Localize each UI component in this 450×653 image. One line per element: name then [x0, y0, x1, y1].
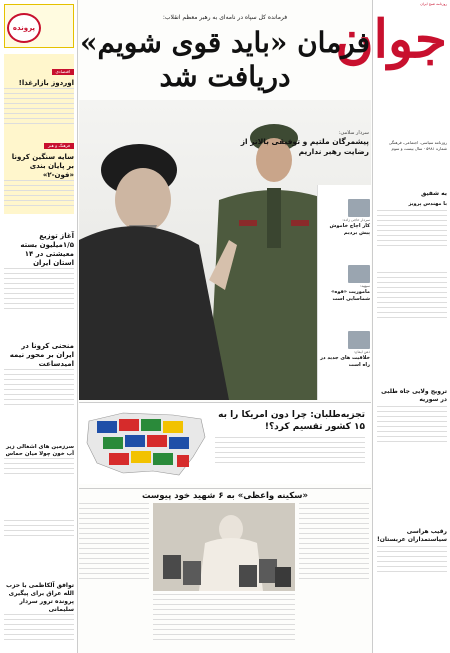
- masthead-name: جوان: [335, 9, 447, 70]
- right-story-text: [377, 406, 447, 442]
- left-story-4[interactable]: [4, 340, 74, 409]
- masthead-top-line: روزنامه صبح ایران: [420, 2, 447, 6]
- main-headline[interactable]: فرمان «باید قوی شویم» دریافت شد: [79, 26, 371, 93]
- analysis-title: تجزیه‌طلبان: چرا دون امریکا را به ۱۵ کشور تقسیم کرد؟!: [218, 410, 365, 432]
- side-quote-text[interactable]: پیشمرگان ملتیم و توفیقی بالاتر از رضایت رهبر نداریم: [240, 137, 369, 156]
- related-panel: [317, 185, 371, 400]
- left-story-title: سایه سنگین کرونا بر پایان بندی «فون-۲»: [11, 153, 74, 179]
- left-story-title: سرزمین های اشغالی زیر آب خون چولا میان حماس: [5, 444, 74, 457]
- left-story-5[interactable]: [4, 442, 74, 478]
- left-column: [0, 0, 78, 653]
- related-item-title: خلاقیت های جدید در راه است: [320, 355, 370, 368]
- right-story-title: رقیب هراسی سیاستمداران عربستان!: [377, 528, 447, 543]
- parvandeh-box[interactable]: [4, 4, 74, 48]
- left-story-text: [4, 614, 74, 640]
- analysis-story[interactable]: [79, 402, 371, 484]
- masthead-info-line: روزنامه سیاسی، اجتماعی، فرهنگی: [388, 140, 447, 145]
- side-quote-label: سردار سلامی:: [338, 130, 369, 136]
- headline-kicker: فرمانده کل سپاه در نامه‌ای به رهبر معظم انقلاب:: [162, 14, 288, 21]
- left-story-text: [4, 88, 74, 124]
- right-story-2[interactable]: [377, 270, 447, 322]
- side-quote-block: [239, 130, 369, 157]
- left-story-text: [4, 268, 74, 309]
- left-story-text: [4, 520, 74, 536]
- left-story-text: [4, 180, 74, 206]
- section-tag: فرهنگ و هنر: [44, 143, 74, 149]
- left-story-economy[interactable]: [4, 58, 74, 128]
- right-story-3[interactable]: [377, 386, 447, 446]
- right-story-text: [377, 272, 447, 318]
- story2-photo: [153, 503, 295, 591]
- right-story-title: ترویج ولایی جاه طلبی در سوریه: [381, 388, 447, 403]
- related-item-name: سردار حاجی زاده:: [342, 218, 370, 222]
- left-story-text: [4, 458, 74, 474]
- left-story-7[interactable]: [4, 580, 74, 644]
- right-story-4[interactable]: [377, 526, 447, 576]
- left-story-title: منحنی کرونا در ایران بر محور نیمه امیدساعت: [9, 342, 74, 368]
- related-item-name: ذهن ایمان:: [353, 350, 370, 354]
- related-item-title: ماموریت «قوه» شماسایی است: [331, 289, 370, 302]
- left-story-text: [4, 369, 74, 405]
- left-story-title: آغاز توزیع ۱/۵میلیون بسته معیشتی در ۱۴ استان ایران: [20, 232, 74, 267]
- parvandeh-badge: پرونده: [7, 13, 41, 43]
- left-story-title: اوردوز بازارغذا!: [18, 79, 74, 87]
- portrait-thumb: [348, 331, 370, 349]
- masthead-info: [377, 140, 447, 152]
- related-item[interactable]: [320, 265, 370, 302]
- left-story-culture[interactable]: [4, 132, 74, 210]
- left-story-6[interactable]: [4, 520, 74, 540]
- related-item-name: سپهبد:: [360, 284, 370, 288]
- story2-headline[interactable]: «سکینه واعظی» به ۶ شهید خود پیوست: [79, 488, 371, 502]
- related-item-title: کار اچاچ خاموش پیش بردیم: [329, 223, 370, 236]
- right-story-text: [377, 546, 447, 572]
- analysis-text: [215, 437, 365, 467]
- masthead-info-line: شماره ۵۹۸۱ · سال بیست و سوم: [391, 146, 447, 151]
- main-content: [79, 0, 371, 653]
- related-item[interactable]: [320, 331, 370, 368]
- portrait-thumb: [348, 199, 370, 217]
- right-story-1[interactable]: [377, 188, 447, 250]
- portrait-thumb: [348, 265, 370, 283]
- right-story-title: به شفیق: [420, 190, 447, 197]
- right-story-text: [377, 210, 447, 246]
- leader-figure: [79, 130, 249, 400]
- related-item[interactable]: [320, 199, 370, 236]
- left-story-3[interactable]: [4, 230, 74, 313]
- family-martyrs-photo: [153, 503, 295, 591]
- left-story-title: توافق آلکاظمی با حزب الله عراق برای پیگیری پرونده ترور سردار سلیمانی: [5, 582, 74, 613]
- story2-bottom-text: [153, 594, 295, 649]
- section-tag: اقتصادی: [52, 69, 74, 75]
- usa-flags-map: [83, 407, 211, 481]
- right-story-subtitle: با مهندس پرویز: [408, 201, 447, 207]
- story2-left-text: [79, 503, 149, 583]
- story2-right-text: [299, 503, 369, 583]
